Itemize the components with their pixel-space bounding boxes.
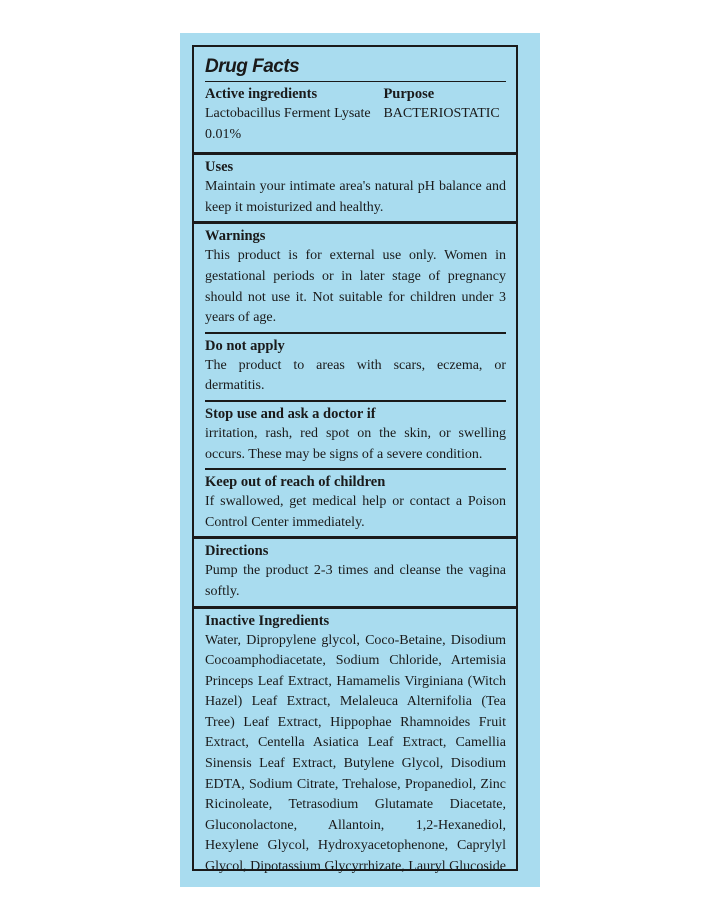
keep-out-heading: Keep out of reach of children xyxy=(205,474,386,491)
warnings-section xyxy=(205,227,506,328)
drug-facts-title: Drug Facts xyxy=(205,56,300,77)
inactive-ingredients-section xyxy=(205,612,506,878)
stop-use-heading: Stop use and ask a doctor if xyxy=(205,405,376,422)
purpose-text: BACTERIOSTATIC xyxy=(383,106,500,121)
inactive-ingredients-text: Water, Dipropylene glycol, Coco-Betaine, Disodium Cocoamphodiacetate, Sodium Chloride, Artemisia Princeps Leaf Extract, Hamamelis Virginiana (Witch Hazel) Leaf Extract, Melaleuca Alternifolia (Tea Tree) Leaf Extract, Hippophae Rhamnoides Fruit Extract, Centella Asiatica Leaf Extract, Camellia Sinensis Leaf Extract, Butylene Glycol, Disodium EDTA, Sodium Citrate, Trehalose, Propanediol, Zinc Ricinoleate, Tetrasodium Glutamate Diacetate, Gluconolactone, Allantoin, 1,2-Hexanediol, Hexylene Glycol, Hydroxyacetophenone, Caprylyl Glycol, Dipotassium Glycyrrhizate, Lauryl Glucoside xyxy=(205,632,506,875)
do-not-apply-section xyxy=(205,337,506,397)
drug-facts-box xyxy=(192,45,518,875)
uses-section xyxy=(205,158,506,218)
do-not-apply-heading: Do not apply xyxy=(205,337,285,354)
inactive-ingredients-heading: Inactive Ingredients xyxy=(205,612,330,629)
active-header-row xyxy=(205,82,506,104)
section-divider xyxy=(194,606,516,609)
section-divider xyxy=(205,400,506,402)
section-divider xyxy=(205,332,506,334)
keep-out-text: If swallowed, get medical help or contact a Poison Control Center immediately. xyxy=(205,494,506,530)
active-ingredients-section xyxy=(205,82,506,148)
purpose-heading: Purpose xyxy=(383,86,435,102)
active-ingredients-heading: Active ingredients xyxy=(205,86,318,102)
uses-heading: Uses xyxy=(205,159,234,176)
keep-out-section xyxy=(205,473,506,533)
stop-use-text: irritation, rash, red spot on the skin, or swelling occurs. These may be signs of a severe condition. xyxy=(205,425,506,462)
directions-heading: Directions xyxy=(205,543,269,560)
active-ingredient-text: Lactobacillus Ferment Lysate 0.01% xyxy=(205,106,371,142)
do-not-apply-text: The product to areas with scars, eczema, or dermatitis. xyxy=(205,357,506,394)
warnings-text: This product is for external use only. Women in gestational periods or in later stage of pregnancy should not use it. Not suitable for children under 3 years of age. xyxy=(205,248,506,326)
drug-facts-panel xyxy=(180,33,540,887)
active-content-row xyxy=(205,104,506,148)
warnings-heading: Warnings xyxy=(205,228,266,245)
section-divider xyxy=(205,468,506,470)
directions-text: Pump the product 2-3 times and cleanse the vagina softly. xyxy=(205,563,506,599)
directions-section xyxy=(205,542,506,602)
section-divider xyxy=(194,152,516,155)
section-divider xyxy=(194,536,516,539)
stop-use-section xyxy=(205,405,506,465)
section-divider xyxy=(194,221,516,224)
uses-text: Maintain your intimate area's natural pH balance and keep it moisturized and healthy. xyxy=(205,179,506,215)
